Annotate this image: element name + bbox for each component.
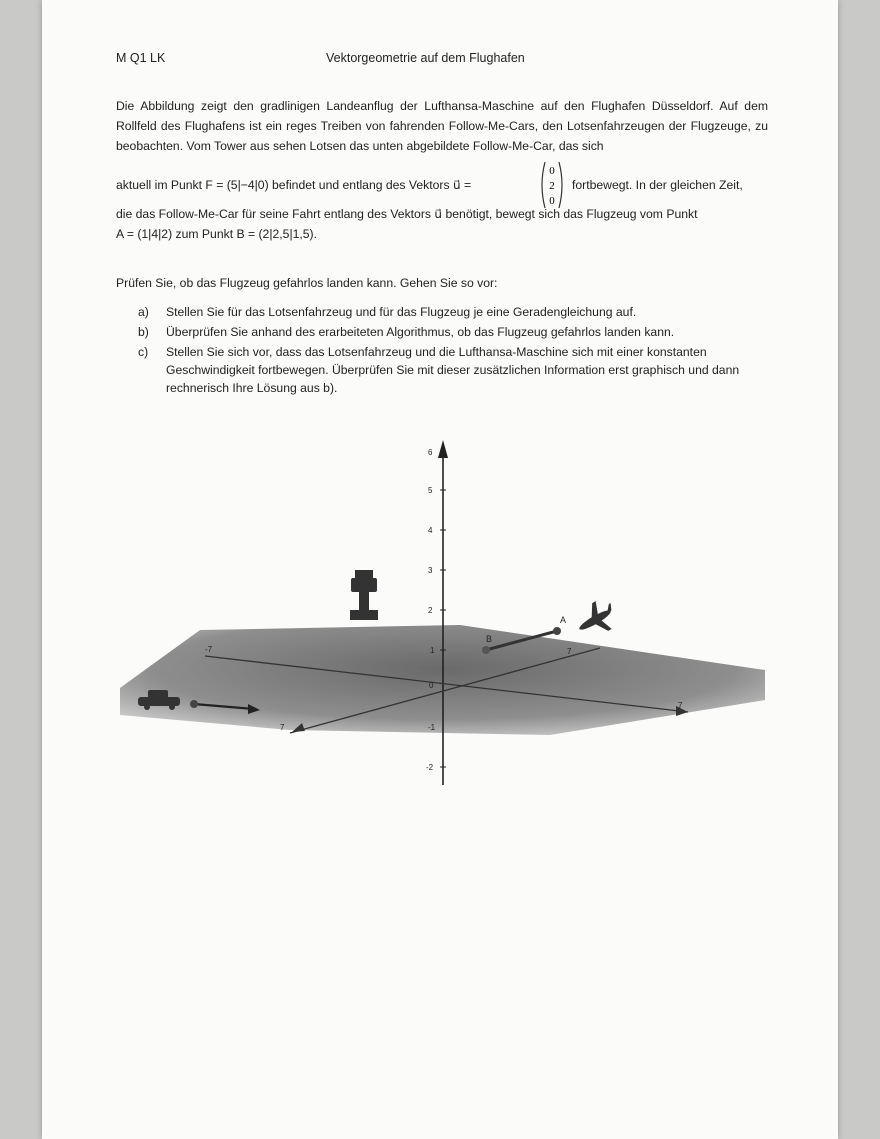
page-title: Vektorgeometrie auf dem Flughafen [326, 51, 525, 65]
z-tick-minus-2: -2 [426, 763, 434, 772]
task-b-text: Überprüfen Sie anhand des erarbeiteten Algorithmus, ob das Flugzeug gefahrlos landen kann. [166, 325, 675, 339]
origin-label: 0 [429, 681, 434, 690]
intro-paragraph: Die Abbildung zeigt den gradlinigen Landeanflug der Lufthansa-Maschine auf den Flughafen Düsseldorf. Auf dem Rollfeld des Flughafens ist ein reges Treiben von fahrenden Follow-Me-Cars, den Lotsenfahrzeugen der Flugzeuge, zu beobachten. Vom Tower aus sehen Lotsen das unten abgebildete Follow-Me-Car, das sich [116, 99, 768, 153]
x-tick-min: -7 [205, 645, 213, 654]
y-tick-max: 7 [567, 647, 572, 656]
task-a-text: Stellen Sie für das Lotsenfahrzeug und für das Flugzeug je eine Geradengleichung auf. [166, 305, 637, 319]
point-b [482, 646, 490, 654]
z-tick-minus-1: -1 [428, 723, 436, 732]
point-b-label: B [486, 634, 493, 644]
point-a [553, 627, 561, 635]
task-c-label: c) [138, 345, 149, 359]
y-axis-end-label: 7 [280, 723, 285, 732]
task-a-label: a) [138, 305, 149, 319]
intro-line-plane: die das Follow-Me-Car für seine Fahrt entlang des Vektors u⃗ benötigt, bewegt sich das Flugzeug vom Punkt [116, 207, 698, 221]
task-b-label: b) [138, 325, 149, 339]
z-tick-5: 5 [428, 486, 433, 495]
z-tick-6: 6 [428, 448, 433, 457]
vector-u-x: 0 [549, 165, 555, 177]
airplane-icon [571, 595, 622, 643]
point-a-label: A [560, 615, 567, 625]
z-tick-1: 1 [430, 646, 435, 655]
vector-u [537, 160, 567, 210]
z-axis-arrow [438, 440, 448, 458]
point-f [190, 700, 198, 708]
airport-3d-figure [110, 430, 790, 800]
intro-line-points: A = (1|4|2) zum Punkt B = (2|2,5|1,5). [116, 227, 317, 241]
z-tick-3: 3 [428, 566, 433, 575]
x-axis-end-label: 7 [678, 701, 683, 710]
instruction-text: Prüfen Sie, ob das Flugzeug gefahrlos landen kann. Gehen Sie so vor: [116, 276, 498, 290]
z-tick-2: 2 [428, 606, 433, 615]
course-label: M Q1 LK [116, 51, 166, 65]
control-tower-icon [350, 570, 378, 620]
z-tick-4: 4 [428, 526, 433, 535]
vector-u-y: 2 [549, 180, 555, 192]
intro-line-continuation: fortbewegt. In der gleichen Zeit, [572, 178, 743, 192]
vector-u-z: 0 [549, 195, 555, 207]
task-c-text: Stellen Sie sich vor, dass das Lotsenfahrzeug und die Lufthansa-Maschine sich mit einer konstanten Geschwindigkeit fortbewegen. Überprüfen Sie mit dieser zusätzlichen Information erst graphisch und dann rechnerisch Ihre Lösung aus b). [166, 345, 740, 395]
intro-line-point-f: aktuell im Punkt F = (5|−4|0) befindet und entlang des Vektors u⃗ = [116, 178, 472, 192]
